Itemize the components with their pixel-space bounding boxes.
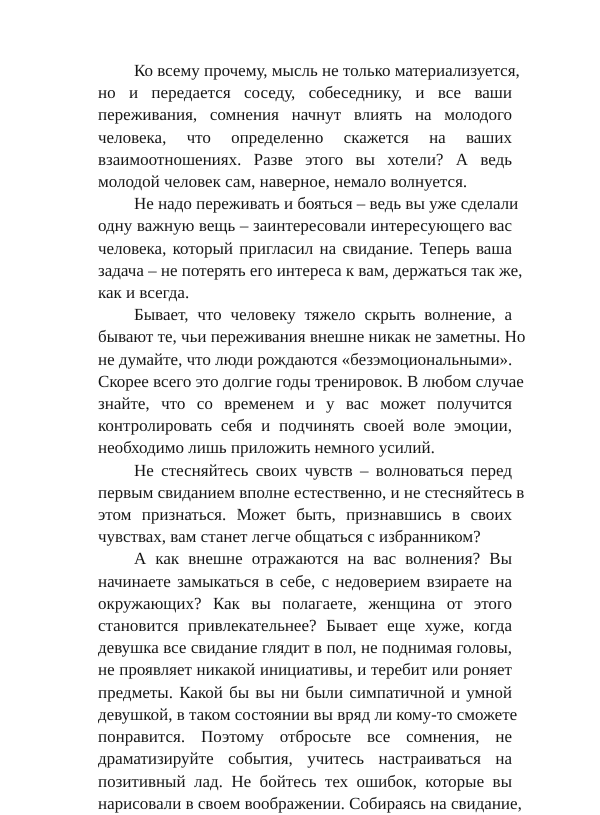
text-line: человека, что определенно скажется на ваших bbox=[98, 127, 512, 147]
text-line: позитивный лад. Не бойтесь тех ошибок, которые вы bbox=[98, 771, 512, 791]
text-line: понравится. Поэтому отбросьте все сомнения, не bbox=[98, 727, 512, 747]
text-line: девушка все свидание глядит в пол, не поднимая головы, bbox=[98, 638, 512, 658]
text-line: Не надо переживать и бояться – ведь вы уже сделали bbox=[134, 194, 519, 214]
text-line: контролировать себя и подчинять своей воле эмоции, bbox=[98, 416, 512, 436]
text-line: необходимо лишь приложить немного усилий. bbox=[98, 438, 435, 458]
text-line: одну важную вещь – заинтересовали интересующего вас bbox=[98, 216, 512, 236]
text-line: Не стесняйтесь своих чувств – волноваться перед bbox=[134, 460, 512, 480]
paragraph-2 bbox=[98, 193, 523, 304]
text-line: Бывает, что человеку тяжело скрыть волнение, а bbox=[134, 305, 512, 325]
text-line: первым свиданием вполне естественно, и не стесняйтесь в bbox=[98, 482, 525, 502]
text-line: взаимоотношениях. Разве этого вы хотели? А ведь bbox=[98, 149, 512, 169]
text-line: знайте, что со временем и у вас может получится bbox=[98, 394, 512, 414]
text-line: но и передается соседу, собеседнику, и все ваши bbox=[98, 83, 512, 103]
text-line: становится привлекательнее? Бывает еще хуже, когда bbox=[98, 616, 512, 636]
text-line: Скорее всего это долгие годы тренировок. В любом случае bbox=[98, 371, 524, 391]
text-line: Ко всему прочему, мысль не только материализуется, bbox=[134, 61, 520, 80]
text-line: молодой человек сам, наверное, немало волнуется. bbox=[98, 172, 468, 192]
text-line: переживания, сомнения начнут влиять на молодого bbox=[98, 105, 512, 125]
text-line: окружающих? Как вы полагаете, женщина от этого bbox=[98, 593, 512, 613]
text-line: чувствах, вам станет легче общаться с избранником? bbox=[98, 527, 481, 547]
text-line: нарисовали в своем воображении. Собираясь на свидание, bbox=[98, 793, 522, 813]
text-line: этом признаться. Может быть, признавшись в своих bbox=[98, 505, 512, 525]
text-line: девушкой, в таком состоянии вы вряд ли кому-то сможете bbox=[98, 704, 518, 724]
text-line: не думайте, что люди рождаются «безэмоциональными». bbox=[98, 349, 513, 369]
paragraph-3 bbox=[98, 304, 526, 459]
text-line: предметы. Какой бы вы ни были симпатичной и умной bbox=[98, 682, 512, 702]
text-line: бывают те, чьи переживания внешне никак не заметны. Но bbox=[98, 327, 526, 347]
body-text bbox=[98, 60, 526, 815]
text-line: как и всегда. bbox=[98, 283, 190, 303]
paragraph-5 bbox=[98, 548, 522, 814]
paragraph-1 bbox=[98, 60, 520, 193]
text-line: А как внешне отражаются на вас волнения? Вы bbox=[134, 549, 512, 569]
text-line: задача – не потерять его интереса к вам, держаться так же, bbox=[98, 260, 523, 280]
text-line: драматизируйте события, учитесь настраиваться на bbox=[98, 749, 512, 769]
paragraph-4 bbox=[98, 460, 525, 549]
text-line: начинаете замыкаться в себе, с недоверием взираете на bbox=[98, 571, 512, 591]
text-line: не проявляет никакой инициативы, и теребит или роняет bbox=[98, 660, 512, 680]
text-line: человека, который пригласил на свидание. Теперь ваша bbox=[98, 238, 512, 258]
